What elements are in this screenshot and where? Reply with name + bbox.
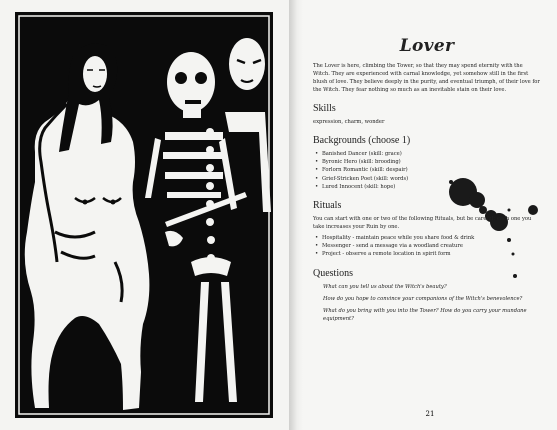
rituals-intro: You can start with one or two of the following Rituals, but be careful: each one you take increases your Ruin by one.	[313, 216, 532, 231]
right-page	[303, 0, 557, 430]
skills-heading: Skills	[313, 103, 336, 114]
question-item: What do you bring with you into the Tower? How do you carry your mundane equipment?	[323, 307, 527, 322]
rituals-list	[313, 234, 541, 259]
book-gutter	[289, 0, 303, 430]
list-item: • Lured Innocent (skill: hope)	[322, 183, 541, 191]
list-item: • Banished Dancer (skill: grace)	[322, 150, 541, 158]
illustration-art	[15, 12, 273, 418]
list-item: • Project - observe a remote location in spirit form	[322, 250, 541, 258]
skills-text: expression, charm, wonder	[313, 119, 385, 125]
list-item: • Hospitality - maintain peace while you share food & drink	[322, 234, 541, 242]
page-number: 21	[425, 410, 435, 418]
list-item: • Grief-Stricken Poet (skill: words)	[322, 175, 541, 183]
rituals-heading: Rituals	[313, 200, 342, 212]
question-item: What can you tell us about the Witch's beauty?	[323, 283, 447, 290]
list-item: • Forlorn Romantic (skill: despair)	[322, 166, 541, 174]
intro-paragraph: The Lover is here, climbing the Tower, so that they may spend eternity with the Witch. They are experienced with carnal knowledge, yet somehow still in the first blush of love. They believe deeply in the purity, and eventual triumph, of their love for the Witch. They fear nothing so much as an inevitable stain on their love.	[313, 63, 540, 93]
backgrounds-list	[313, 150, 541, 191]
list-item: • Byronic Hero (skill: brooding)	[322, 158, 541, 166]
page-title: Lover	[399, 36, 455, 56]
questions-heading: Questions	[313, 267, 353, 279]
backgrounds-heading: Backgrounds (choose 1)	[313, 135, 411, 146]
question-item: How do you hope to convince your companions of the Witch's benevolence?	[323, 295, 523, 302]
role-content	[313, 36, 541, 327]
list-item: • Messenger - send a message via a woodland creature	[322, 242, 541, 250]
woodcut-illustration	[15, 12, 273, 418]
